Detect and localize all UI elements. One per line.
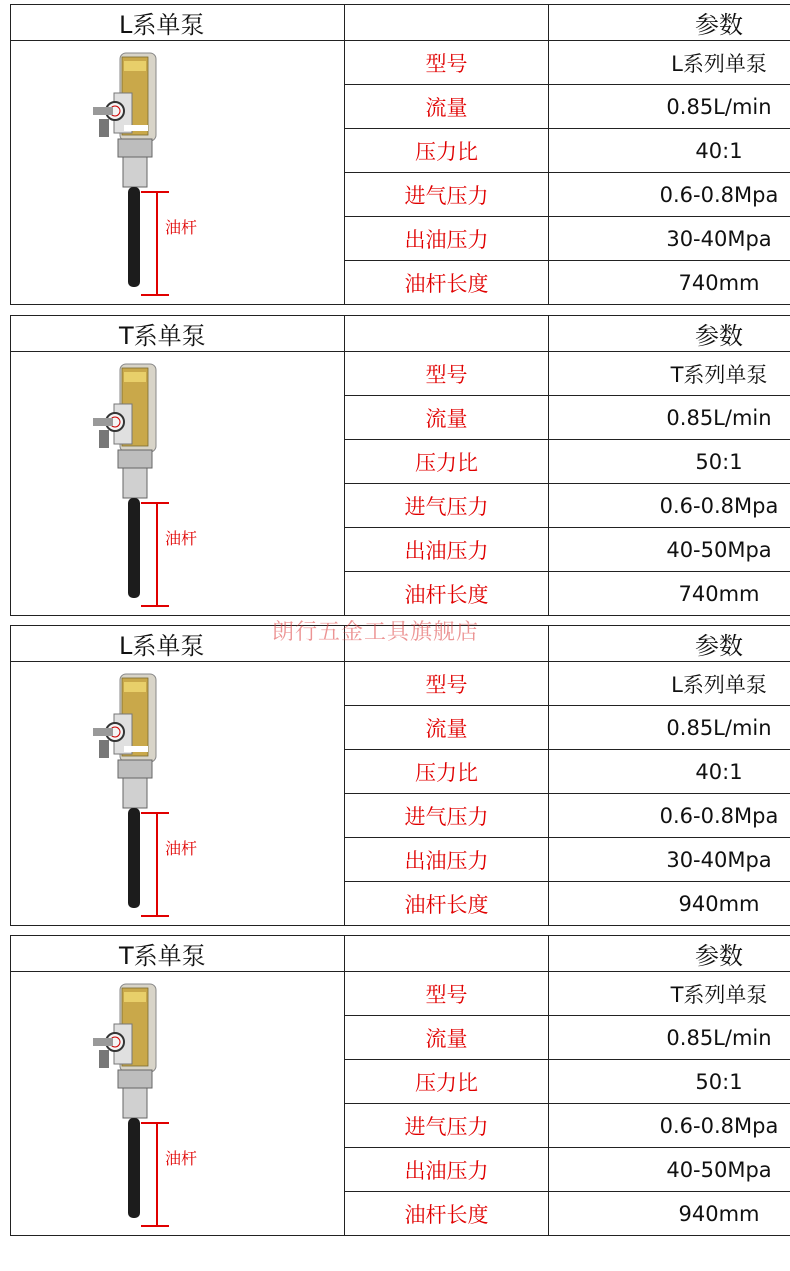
- pump-image-cell: [11, 972, 345, 1236]
- param-value: 40-50Mpa: [549, 528, 790, 572]
- param-label: 出油压力: [345, 838, 549, 882]
- param-value: 0.6-0.8Mpa: [549, 1104, 790, 1148]
- param-label: 压力比: [345, 1060, 549, 1104]
- param-label: 油杆长度: [345, 882, 549, 926]
- param-value: 0.85L/min: [549, 706, 790, 750]
- params-header: 参数: [549, 936, 790, 972]
- pump-image-cell: [11, 41, 345, 305]
- param-value: 0.85L/min: [549, 396, 790, 440]
- pump-series-title: L系单泵: [11, 626, 345, 662]
- spec-table-2: [10, 315, 790, 616]
- blank-header-cell: [345, 316, 549, 352]
- param-value: 30-40Mpa: [549, 838, 790, 882]
- param-value: 0.85L/min: [549, 85, 790, 129]
- param-label: 型号: [345, 41, 549, 85]
- param-value: 40:1: [549, 129, 790, 173]
- grease-pump-image: [11, 41, 236, 303]
- params-header: 参数: [549, 316, 790, 352]
- param-label: 流量: [345, 396, 549, 440]
- pump-series-title: L系单泵: [11, 5, 345, 41]
- param-label: 型号: [345, 352, 549, 396]
- param-value: L系列单泵: [549, 662, 790, 706]
- param-label: 油杆长度: [345, 1192, 549, 1236]
- rod-label: 油杆: [165, 529, 198, 548]
- param-label: 进气压力: [345, 794, 549, 838]
- blank-header-cell: [345, 5, 549, 41]
- param-value: 0.6-0.8Mpa: [549, 794, 790, 838]
- param-label: 压力比: [345, 750, 549, 794]
- param-label: 油杆长度: [345, 572, 549, 616]
- param-value: T系列单泵: [549, 352, 790, 396]
- param-value: 50:1: [549, 1060, 790, 1104]
- param-label: 型号: [345, 972, 549, 1016]
- param-value: 740mm: [549, 261, 790, 305]
- param-value: 0.85L/min: [549, 1016, 790, 1060]
- blank-header-cell: [345, 626, 549, 662]
- param-label: 出油压力: [345, 217, 549, 261]
- param-label: 油杆长度: [345, 261, 549, 305]
- param-label: 型号: [345, 662, 549, 706]
- param-label: 出油压力: [345, 1148, 549, 1192]
- pump-image-cell: [11, 352, 345, 616]
- pump-image-cell: [11, 662, 345, 926]
- param-value: 0.6-0.8Mpa: [549, 173, 790, 217]
- grease-pump-image: [11, 972, 236, 1234]
- rod-label: 油杆: [165, 1149, 198, 1168]
- grease-pump-image: [11, 662, 236, 924]
- param-value: 940mm: [549, 1192, 790, 1236]
- param-value: 940mm: [549, 882, 790, 926]
- param-value: 740mm: [549, 572, 790, 616]
- param-label: 进气压力: [345, 173, 549, 217]
- param-label: 流量: [345, 706, 549, 750]
- param-label: 流量: [345, 85, 549, 129]
- blank-header-cell: [345, 936, 549, 972]
- param-label: 出油压力: [345, 528, 549, 572]
- pump-series-title: T系单泵: [11, 936, 345, 972]
- grease-pump-image: [11, 352, 236, 614]
- param-label: 压力比: [345, 129, 549, 173]
- param-label: 压力比: [345, 440, 549, 484]
- param-value: L系列单泵: [549, 41, 790, 85]
- param-value: 50:1: [549, 440, 790, 484]
- param-label: 进气压力: [345, 484, 549, 528]
- params-header: 参数: [549, 626, 790, 662]
- param-label: 进气压力: [345, 1104, 549, 1148]
- param-value: T系列单泵: [549, 972, 790, 1016]
- spec-table-4: [10, 935, 790, 1236]
- shop-watermark: 朗行五金工具旗舰店: [272, 620, 480, 645]
- pump-series-title: T系单泵: [11, 316, 345, 352]
- param-label: 流量: [345, 1016, 549, 1060]
- rod-label: 油杆: [165, 839, 198, 858]
- spec-table-1: [10, 4, 790, 305]
- rod-label: 油杆: [165, 218, 198, 237]
- param-value: 40:1: [549, 750, 790, 794]
- param-value: 30-40Mpa: [549, 217, 790, 261]
- param-value: 0.6-0.8Mpa: [549, 484, 790, 528]
- spec-table-3: [10, 625, 790, 926]
- params-header: 参数: [549, 5, 790, 41]
- param-value: 40-50Mpa: [549, 1148, 790, 1192]
